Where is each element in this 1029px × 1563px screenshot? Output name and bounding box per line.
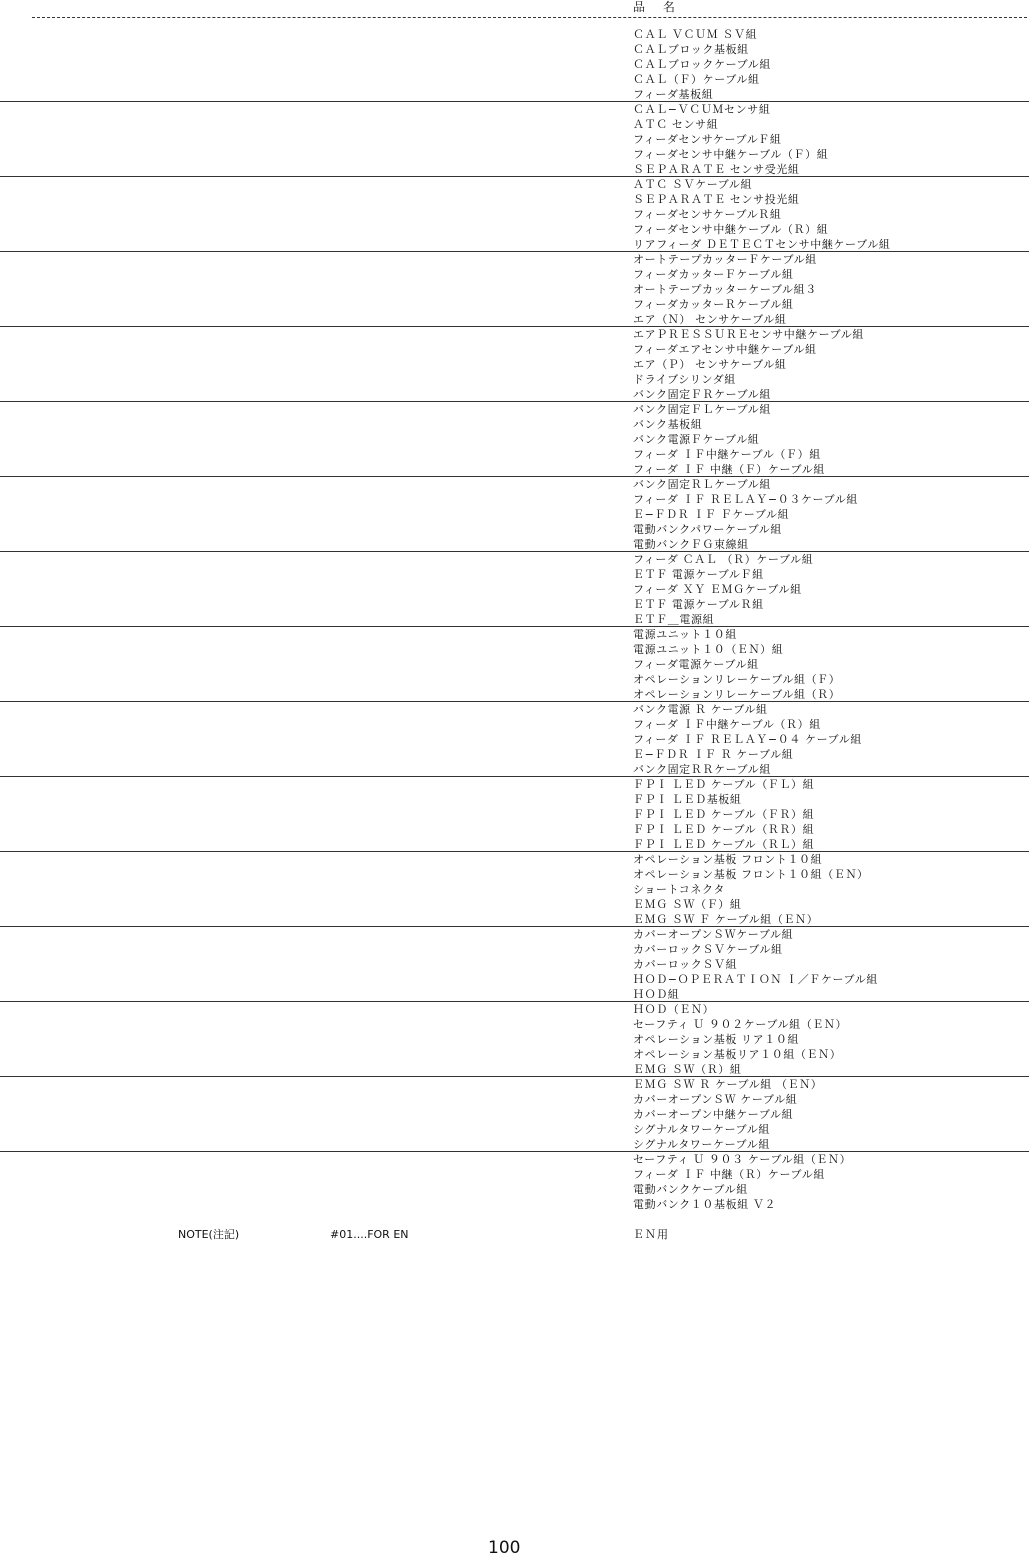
part-name: フィーダセンサ中継ケーブル（Ｆ）組 [633, 148, 829, 161]
note-label: NOTE(注記) [178, 1228, 240, 1241]
part-name: ＥＴＦ 電源ケーブルＲ組 [633, 598, 764, 611]
part-name: フィーダ ＩＦ 中継（Ｆ）ケーブル組 [633, 463, 825, 476]
part-name: バンク固定ＲＬケーブル組 [633, 478, 771, 491]
part-name: フィーダセンサケーブルＲ組 [633, 208, 782, 221]
part-name: フィーダ基板組 [633, 88, 714, 101]
part-name: フィーダ ＩＦ中継ケーブル（Ｆ）組 [633, 448, 821, 461]
part-name: バンク固定ＦＲケーブル組 [633, 388, 771, 401]
part-name: カバーオープン中継ケーブル組 [633, 1108, 794, 1121]
part-name: 電動バンクケーブル組 [633, 1183, 748, 1196]
note-value: ＥＮ用 [633, 1228, 669, 1241]
part-name: フィーダセンサケーブルＦ組 [633, 133, 782, 146]
part-name: フィーダ ＩＦ ＲＥＬＡＹ−０３ケーブル組 [633, 493, 858, 506]
part-name: ショートコネクタ [633, 883, 725, 896]
part-group [0, 777, 1029, 852]
part-name: エア（Ｐ） センサケーブル組 [633, 358, 787, 371]
part-name: ＦＰＩ ＬＥＤ ケーブル（ＦＲ）組 [633, 808, 815, 821]
part-name: リアフィーダ ＤＥＴＥＣＴセンサ中継ケーブル組 [633, 238, 891, 251]
part-name: オートテープカッターＦケーブル組 [633, 253, 817, 266]
part-name: ＥＭＧ ＳＷ（Ｆ）組 [633, 898, 742, 911]
part-name: ドライブシリンダ組 [633, 373, 736, 386]
part-name: ＥＭＧ ＳＷ（Ｒ）組 [633, 1063, 742, 1076]
part-name: ＳＥＰＡＲＡＴＥ センサ投光組 [633, 193, 800, 206]
part-name: ＨＯＤ（ＥＮ） [633, 1003, 715, 1016]
part-name: ＳＥＰＡＲＡＴＥ センサ受光組 [633, 163, 800, 176]
part-name: オペレーション基板 リア１０組 [633, 1033, 800, 1046]
part-group [0, 1152, 1029, 1227]
part-name: フィーダセンサ中継ケーブル（Ｒ）組 [633, 223, 829, 236]
part-name: シグナルタワーケーブル組 [633, 1123, 770, 1136]
parts-list [0, 27, 1029, 1227]
part-group [0, 552, 1029, 627]
part-name: ＦＰＩ ＬＥＤ基板組 [633, 793, 742, 806]
part-name: オートテープカッターケーブル組３ [633, 283, 817, 296]
part-group [0, 627, 1029, 702]
part-group [0, 927, 1029, 1002]
column-header-part-name: 品 名 [633, 0, 682, 14]
header-dashed-rule [32, 17, 1027, 18]
part-name: オペレーション基板リア１０組（ＥＮ） [633, 1048, 842, 1061]
part-name: ＦＰＩ ＬＥＤ ケーブル（ＲＲ）組 [633, 823, 815, 836]
part-name: オペレーションリレーケーブル組（Ｆ） [633, 673, 841, 686]
part-name: ＡＴＣ センサ組 [633, 118, 719, 131]
part-group [0, 1002, 1029, 1077]
part-name: セーフティ Ｕ ９０３ ケーブル組（ＥＮ） [633, 1153, 852, 1166]
part-name: 電動バンクＦＧ束線組 [633, 538, 749, 551]
part-group [0, 102, 1029, 177]
part-name: バンク固定ＲＲケーブル組 [633, 763, 771, 776]
part-name: ＣＡＬブロック基板組 [633, 43, 749, 56]
part-name: エアＰＲＥＳＳＵＲＥセンサ中継ケーブル組 [633, 328, 865, 341]
part-group [0, 852, 1029, 927]
part-name: ＣＡＬ（Ｆ）ケーブル組 [633, 73, 760, 86]
part-name: ＡＴＣ ＳＶケーブル組 [633, 178, 753, 191]
part-name: バンク電源 Ｒ ケーブル組 [633, 703, 768, 716]
part-group [0, 177, 1029, 252]
part-name: ＣＡＬ ＶＣＵＭ ＳＶ組 [633, 28, 758, 41]
part-name: シグナルタワーケーブル組 [633, 1138, 770, 1151]
part-name: ＦＰＩ ＬＥＤ ケーブル（ＦＬ）組 [633, 778, 815, 791]
part-name: カバーオープンＳＷケーブル組 [633, 928, 794, 941]
part-name: オペレーションリレーケーブル組（Ｒ） [633, 688, 841, 701]
part-name: フィーダ ＣＡＬ （Ｒ）ケーブル組 [633, 553, 814, 566]
part-name: バンク基板組 [633, 418, 703, 431]
part-group [0, 702, 1029, 777]
part-name: エア（Ｎ） センサケーブル組 [633, 313, 787, 326]
part-group [0, 252, 1029, 327]
part-name: フィーダカッターＦケーブル組 [633, 268, 794, 281]
part-name: オペレーション基板 フロント１０組 [633, 853, 823, 866]
note-row [0, 1228, 1029, 1244]
part-name: カバーロックＳＶ組 [633, 958, 738, 971]
part-name: オペレーション基板 フロント１０組（ＥＮ） [633, 868, 869, 881]
part-name: フィーダエアセンサ中継ケーブル組 [633, 343, 817, 356]
part-name: フィーダ ＩＦ中継ケーブル（Ｒ）組 [633, 718, 821, 731]
part-name: Ｅ−ＦＤＲ ＩＦ Ｆケーブル組 [633, 508, 790, 521]
part-name: ＣＡＬブロックケーブル組 [633, 58, 771, 71]
part-name: ＣＡＬ−ＶＣＵＭセンサ組 [633, 103, 771, 116]
part-name: 電源ユニット１０（ＥＮ）組 [633, 643, 784, 656]
part-name: 電動バンクパワーケーブル組 [633, 523, 782, 536]
part-name: バンク電源Ｆケーブル組 [633, 433, 760, 446]
part-name: 電源ユニット１０組 [633, 628, 737, 641]
part-group [0, 327, 1029, 402]
part-name: カバーオープンＳＷ ケーブル組 [633, 1093, 798, 1106]
part-name: ＨＯＤ組 [633, 988, 680, 1001]
part-name: フィーダカッターＲケーブル組 [633, 298, 794, 311]
part-name: ＨＯＤ−ＯＰＥＲＡＴＩＯＮ Ｉ／Ｆケーブル組 [633, 973, 878, 986]
part-name: セーフティ Ｕ ９０２ケーブル組（ＥＮ） [633, 1018, 848, 1031]
part-name: ＥＭＧ ＳＷ Ｆ ケーブル組（ＥＮ） [633, 913, 819, 926]
part-name: ＥＴＦ 電源ケーブルＦ組 [633, 568, 764, 581]
page-number: 100 [488, 1538, 521, 1558]
part-group [0, 27, 1029, 102]
part-name: Ｅ−ＦＤＲ ＩＦ Ｒ ケーブル組 [633, 748, 794, 761]
part-name: フィーダ ＸＹ ＥＭＧケーブル組 [633, 583, 802, 596]
part-name: バンク固定ＦＬケーブル組 [633, 403, 771, 416]
part-name: 電動バンク１０基板組 Ｖ２ [633, 1198, 777, 1211]
part-name: フィーダ ＩＦ 中継（Ｒ）ケーブル組 [633, 1168, 825, 1181]
part-name: カバーロックＳＶケーブル組 [633, 943, 783, 956]
part-name: ＦＰＩ ＬＥＤ ケーブル（ＲＬ）組 [633, 838, 815, 851]
part-name: フィーダ電源ケーブル組 [633, 658, 759, 671]
part-group [0, 402, 1029, 477]
part-name: フィーダ ＩＦ ＲＥＬＡＹ−０４ ケーブル組 [633, 733, 863, 746]
part-group [0, 477, 1029, 552]
part-group [0, 1077, 1029, 1152]
part-name: ＥＭＧ ＳＷ Ｒ ケーブル組 （ＥＮ） [633, 1078, 823, 1091]
part-name: ＥＴＦ＿電源組 [633, 613, 715, 626]
note-text: #01....FOR EN [330, 1228, 409, 1241]
